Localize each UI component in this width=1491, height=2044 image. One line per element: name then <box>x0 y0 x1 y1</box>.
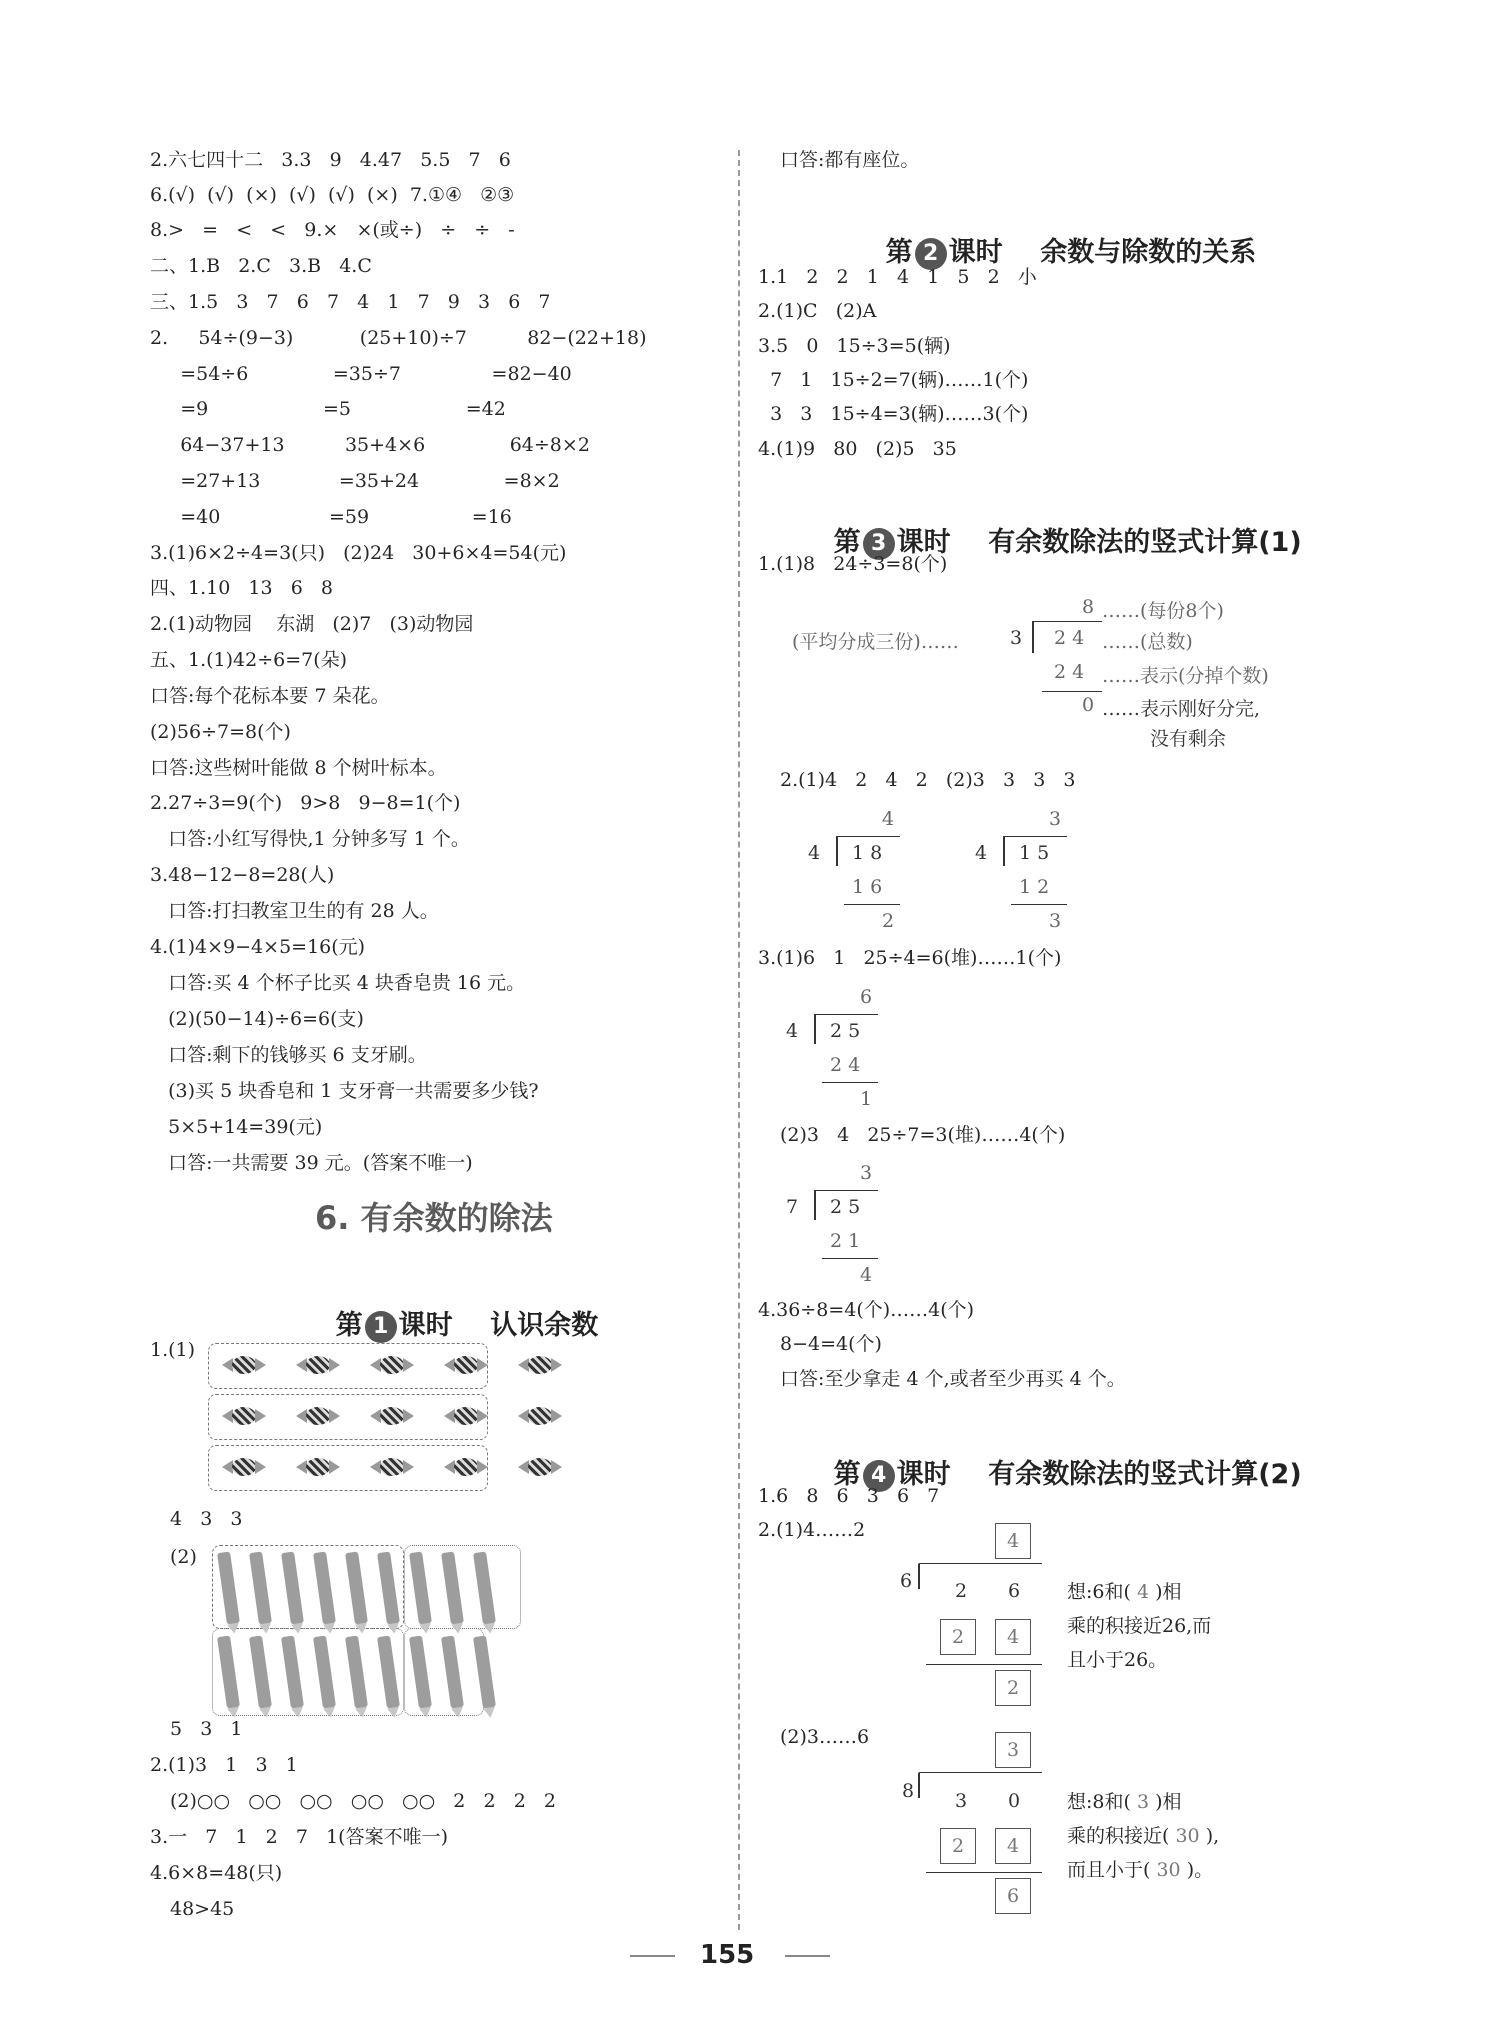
candy-icon <box>296 1352 340 1378</box>
candy-icon <box>370 1403 414 1429</box>
answer-line: 口答:小红写得快,1 分钟多写 1 个。 <box>150 828 470 850</box>
l1-q1b-answer: 5 3 1 <box>170 1718 243 1740</box>
dividend: 2 5 <box>830 1020 861 1042</box>
hint-line: 乘的积接近26,而 <box>1067 1615 1212 1637</box>
answer-line: 6.(√) (√) (×) (√) (√) (×) 7.①④ ②③ <box>150 184 515 206</box>
l3-q3b: (2)3 4 25÷7=3(堆)……4(个) <box>780 1124 1066 1146</box>
answer-line: 3.(1)6×2÷4=3(只) (2)24 30+6×4=54(元) <box>150 542 567 564</box>
product: 2 1 <box>830 1230 861 1252</box>
remainder: 3 <box>1049 910 1062 932</box>
answer-line: 口答:打扫教室卫生的有 28 人。 <box>150 900 439 922</box>
answer-line: 五、1.(1)42÷6=7(朵) <box>150 649 348 671</box>
answer-line: 5×5+14=39(元) <box>150 1116 323 1138</box>
page-number: 155 <box>700 1940 755 1970</box>
answer-line: 四、1.10 13 6 8 <box>150 577 334 599</box>
hint-line: 想:8和( 3 )相 <box>1067 1791 1182 1813</box>
column-divider <box>738 150 740 1930</box>
l1-q4: 4.6×8=48(只) <box>150 1862 283 1884</box>
answer-line: 8.> = < < 9.× ×(或÷) ÷ ÷ - <box>150 219 515 241</box>
answer-line: 2.六七四十二 3.3 9 4.47 5.5 7 6 <box>150 149 511 171</box>
divisor: 8 <box>902 1780 915 1802</box>
candy-icon <box>518 1454 562 1480</box>
remainder: 1 <box>860 1088 873 1110</box>
answer-line: 口答:每个花标本要 7 朵花。 <box>150 685 390 707</box>
answer-line: =27+13 =35+24 =8×2 <box>150 470 560 492</box>
product-box: 2 <box>940 1828 976 1864</box>
lesson-4-heading: 第 4 课时 有余数除法的竖式计算(2) <box>833 1459 1302 1490</box>
candy-icon <box>222 1352 266 1378</box>
l3-q2: 2.(1)4 2 4 2 (2)3 3 3 3 <box>780 769 1076 791</box>
product-box: 2 <box>940 1619 976 1655</box>
division-bar <box>814 1014 878 1015</box>
divisor: 4 <box>786 1020 799 1042</box>
answer-line: =54÷6 =35÷7 =82−40 <box>150 363 572 385</box>
answer-line: (2)(50−14)÷6=6(支) <box>150 1008 364 1030</box>
candy-icon <box>518 1352 562 1378</box>
l1-q1a: 1.(1) <box>150 1339 196 1361</box>
dividend: 2 5 <box>830 1196 861 1218</box>
remainder: 2 <box>882 910 895 932</box>
product: 1 6 <box>852 876 883 898</box>
division-bar <box>814 1190 878 1191</box>
answer-line: 4.(1)4×9−4×5=16(元) <box>150 936 366 958</box>
division-bracket <box>814 1014 816 1044</box>
lesson-2-heading: 第 2 课时 余数与除数的关系 <box>885 237 1257 268</box>
hint-line: 而且小于( 30 )。 <box>1067 1859 1214 1881</box>
label-divisor: (平均分成三份)…… <box>792 631 959 653</box>
product: 2 4 <box>1054 661 1085 683</box>
candy-icon <box>296 1454 340 1480</box>
hint-line: 且小于26。 <box>1067 1649 1168 1671</box>
l1-q4b: 48>45 <box>170 1898 235 1920</box>
division-bracket <box>814 1190 816 1220</box>
l3-q4c: 口答:至少拿走 4 个,或者至少再买 4 个。 <box>780 1368 1126 1390</box>
answer-line: 64−37+13 35+4×6 64÷8×2 <box>150 434 590 456</box>
l3-q4: 4.36÷8=4(个)……4(个) <box>758 1299 975 1321</box>
l2-line: 1.1 2 2 1 4 1 5 2 小 <box>758 266 1037 288</box>
division-bar <box>1003 836 1067 837</box>
product-box: 4 <box>995 1619 1031 1655</box>
dividend-digit: 2 <box>955 1580 968 1602</box>
division-bar <box>822 1082 878 1083</box>
hint-line: 乘的积接近( 30 ), <box>1067 1825 1220 1847</box>
answer-line: =9 =5 =42 <box>150 398 506 420</box>
candy-icon <box>370 1352 414 1378</box>
remainder: 4 <box>860 1264 873 1286</box>
l3-q1: 1.(1)8 24÷3=8(个) <box>758 553 948 575</box>
candy-icon <box>444 1403 488 1429</box>
product: 1 2 <box>1019 876 1050 898</box>
l2-line: 2.(1)C (2)A <box>758 300 877 322</box>
dividend-digit: 6 <box>1008 1580 1021 1602</box>
dividend: 2 4 <box>1054 627 1085 649</box>
division-bar <box>1011 904 1067 905</box>
l2-line: 7 1 15÷2=7(辆)……1(个) <box>758 369 1029 391</box>
candy-icon <box>444 1454 488 1480</box>
quotient: 4 <box>882 808 895 830</box>
answer-line: 二、1.B 2.C 3.B 4.C <box>150 255 372 277</box>
divisor: 4 <box>808 842 821 864</box>
label-dividend: ……(总数) <box>1102 631 1193 653</box>
candy-icon <box>222 1454 266 1480</box>
quotient: 8 <box>1082 596 1095 618</box>
answer-line: 三、1.5 3 7 6 7 4 1 7 9 3 6 7 <box>150 291 551 313</box>
hint-line: 想:6和( 4 )相 <box>1067 1581 1182 1603</box>
division-bracket <box>836 836 838 866</box>
candy-icon <box>444 1352 488 1378</box>
l1-q2b: (2)○○ ○○ ○○ ○○ ○○ 2 2 2 2 <box>170 1790 557 1812</box>
product: 2 4 <box>830 1054 861 1076</box>
l1-q3: 3.一 7 1 2 7 1(答案不唯一) <box>150 1826 448 1848</box>
dividend: 1 8 <box>852 842 883 864</box>
remainder-box: 2 <box>995 1670 1031 1706</box>
right-top-answer: 口答:都有座位。 <box>780 149 920 171</box>
quotient-box: 3 <box>995 1732 1031 1768</box>
candy-icon <box>222 1403 266 1429</box>
division-bar <box>822 1258 878 1259</box>
lesson-3-heading: 第 3 课时 有余数除法的竖式计算(1) <box>833 527 1302 558</box>
quotient-box: 4 <box>995 1523 1031 1559</box>
answer-line: =40 =59 =16 <box>150 506 512 528</box>
answer-line: 口答:一共需要 39 元。(答案不唯一) <box>150 1152 473 1174</box>
l2-line: 4.(1)9 80 (2)5 35 <box>758 438 957 460</box>
division-bar <box>844 904 900 905</box>
chapter-title: 6. 有余数的除法 <box>315 1199 553 1237</box>
candy-icon <box>370 1454 414 1480</box>
label-remainder-2: 没有剩余 <box>1150 728 1227 750</box>
candy-icon <box>518 1403 562 1429</box>
answer-line: 3.48−12−8=28(人) <box>150 864 335 886</box>
page-number-rule <box>630 1955 675 1957</box>
l4-q2: 2.(1)4……2 <box>758 1519 866 1541</box>
label-product: ……表示(分掉个数) <box>1102 665 1269 687</box>
remainder-box: 6 <box>995 1878 1031 1914</box>
product-box: 4 <box>995 1828 1031 1864</box>
dividend-digit: 0 <box>1008 1790 1021 1812</box>
l3-q3: 3.(1)6 1 25÷4=6(堆)……1(个) <box>758 947 1062 969</box>
lesson-1-heading: 第 1 课时 认识余数 <box>335 1310 599 1341</box>
division-bracket <box>1003 836 1005 866</box>
answer-line: 口答:剩下的钱够买 6 支牙刷。 <box>150 1044 427 1066</box>
l1-q1b: (2) <box>170 1546 197 1568</box>
candy-icon <box>296 1403 340 1429</box>
division-bar <box>836 836 900 837</box>
label-remainder: ……表示刚好分完, <box>1102 698 1261 720</box>
answer-line: (3)买 5 块香皂和 1 支牙膏一共需要多少钱? <box>150 1080 539 1102</box>
l2-line: 3 3 15÷4=3(辆)……3(个) <box>758 403 1029 425</box>
l1-q2a: 2.(1)3 1 3 1 <box>150 1754 298 1776</box>
divisor: 6 <box>900 1570 913 1592</box>
l4-q2b: (2)3……6 <box>780 1726 870 1748</box>
quotient: 3 <box>860 1162 873 1184</box>
answer-line: 口答:买 4 个杯子比买 4 块香皂贵 16 元。 <box>150 972 526 994</box>
divisor: 3 <box>1010 627 1023 649</box>
answer-line: (2)56÷7=8(个) <box>150 721 291 743</box>
l4-q1: 1.6 8 6 3 6 7 <box>758 1485 940 1507</box>
divisor: 4 <box>975 842 988 864</box>
l3-q4b: 8−4=4(个) <box>780 1333 882 1355</box>
l1-q1a-answer: 4 3 3 <box>170 1508 243 1530</box>
divisor: 7 <box>786 1196 799 1218</box>
remainder: 0 <box>1082 694 1095 716</box>
label-quotient: ……(每份8个) <box>1102 600 1224 622</box>
answer-line: 口答:这些树叶能做 8 个树叶标本。 <box>150 757 447 779</box>
page-number-rule <box>785 1955 830 1957</box>
answer-line: 2.27÷3=9(个) 9>8 9−8=1(个) <box>150 792 461 814</box>
answer-line: 2. 54÷(9−3) (25+10)÷7 82−(22+18) <box>150 327 647 349</box>
quotient: 6 <box>860 986 873 1008</box>
answer-line: 2.(1)动物园 东湖 (2)7 (3)动物园 <box>150 613 474 635</box>
l2-line: 3.5 0 15÷3=5(辆) <box>758 335 951 357</box>
dividend-digit: 3 <box>955 1790 968 1812</box>
dividend: 1 5 <box>1019 842 1050 864</box>
quotient: 3 <box>1049 808 1062 830</box>
